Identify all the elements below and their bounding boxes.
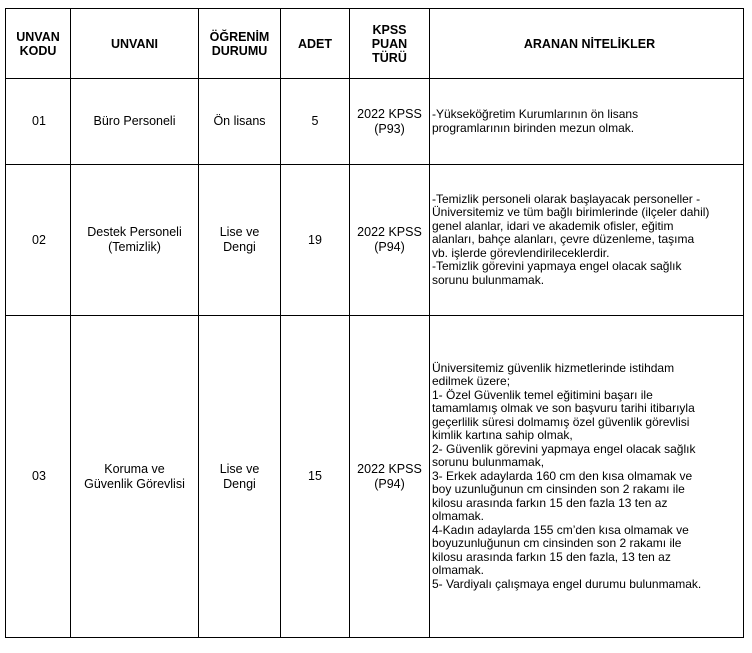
row-qualifications: Üniversitemiz güvenlik hizmetlerinde istihdam edilmek üzere; 1- Özel Güvenlik temel eğitimini başarı ile tamamlamış olmak ve son başvuru tarihi itibarıyla geçerlilik süresi dolmamış özel güvenlik görevlisi kimlik kartına sahip olmak, 2- Güvenlik görevini yapmaya engel olacak sağlık sorunu bulunmamak, 3- Erkek adaylarda 160 cm den kısa olmamak ve boy uzunluğunun cm cinsinden son 2 rakamı ile kilosu arasında farkın 15 den fazla 13 ten az olmamak. 4-Kadın adaylarda 155 cm’den kısa olmamak ve boyuzunluğunun cm cinsinden son 2 rakamı ile kilosu arasında farkın 15 den fazla, 13 ten az olmamak. 5- Vardiyalı çalışmaya engel durumu bulunmamak.	[430, 316, 744, 638]
row-kpss: 2022 KPSS (P94)	[350, 316, 430, 638]
header-row	[6, 9, 744, 79]
header-title: UNVANI	[71, 9, 199, 79]
table-row	[6, 165, 744, 316]
row-code: 03	[6, 316, 71, 638]
row-kpss: 2022 KPSS (P93)	[350, 79, 430, 165]
header-education: ÖĞRENİM DURUMU	[199, 9, 281, 79]
positions-table	[5, 8, 744, 638]
row-title: Koruma ve Güvenlik Görevlisi	[71, 316, 199, 638]
header-qualifications: ARANAN NİTELİKLER	[430, 9, 744, 79]
row-title: Büro Personeli	[71, 79, 199, 165]
row-code: 02	[6, 165, 71, 316]
row-title: Destek Personeli (Temizlik)	[71, 165, 199, 316]
row-count: 19	[281, 165, 350, 316]
row-education: Lise ve Dengi	[199, 316, 281, 638]
row-qualifications: -Yükseköğretim Kurumlarının ön lisans programlarının birinden mezun olmak.	[430, 79, 744, 165]
row-code: 01	[6, 79, 71, 165]
header-kpss: KPSS PUAN TÜRÜ	[350, 9, 430, 79]
row-education: Lise ve Dengi	[199, 165, 281, 316]
header-count: ADET	[281, 9, 350, 79]
header-code: UNVAN KODU	[6, 9, 71, 79]
table-row	[6, 79, 744, 165]
row-kpss: 2022 KPSS (P94)	[350, 165, 430, 316]
row-count: 15	[281, 316, 350, 638]
row-qualifications: -Temizlik personeli olarak başlayacak personeller - Üniversitemiz ve tüm bağlı birimlerinde (ilçeler dahil) genel alanlar, idari ve akademik ofisler, eğitim alanları, bahçe alanları, çevre düzenleme, taşıma vb. işlerde görevlendirileceklerdir. -Temizlik görevini yapmaya engel olacak sağlık sorunu bulunmamak.	[430, 165, 744, 316]
row-count: 5	[281, 79, 350, 165]
table-row	[6, 316, 744, 638]
row-education: Ön lisans	[199, 79, 281, 165]
